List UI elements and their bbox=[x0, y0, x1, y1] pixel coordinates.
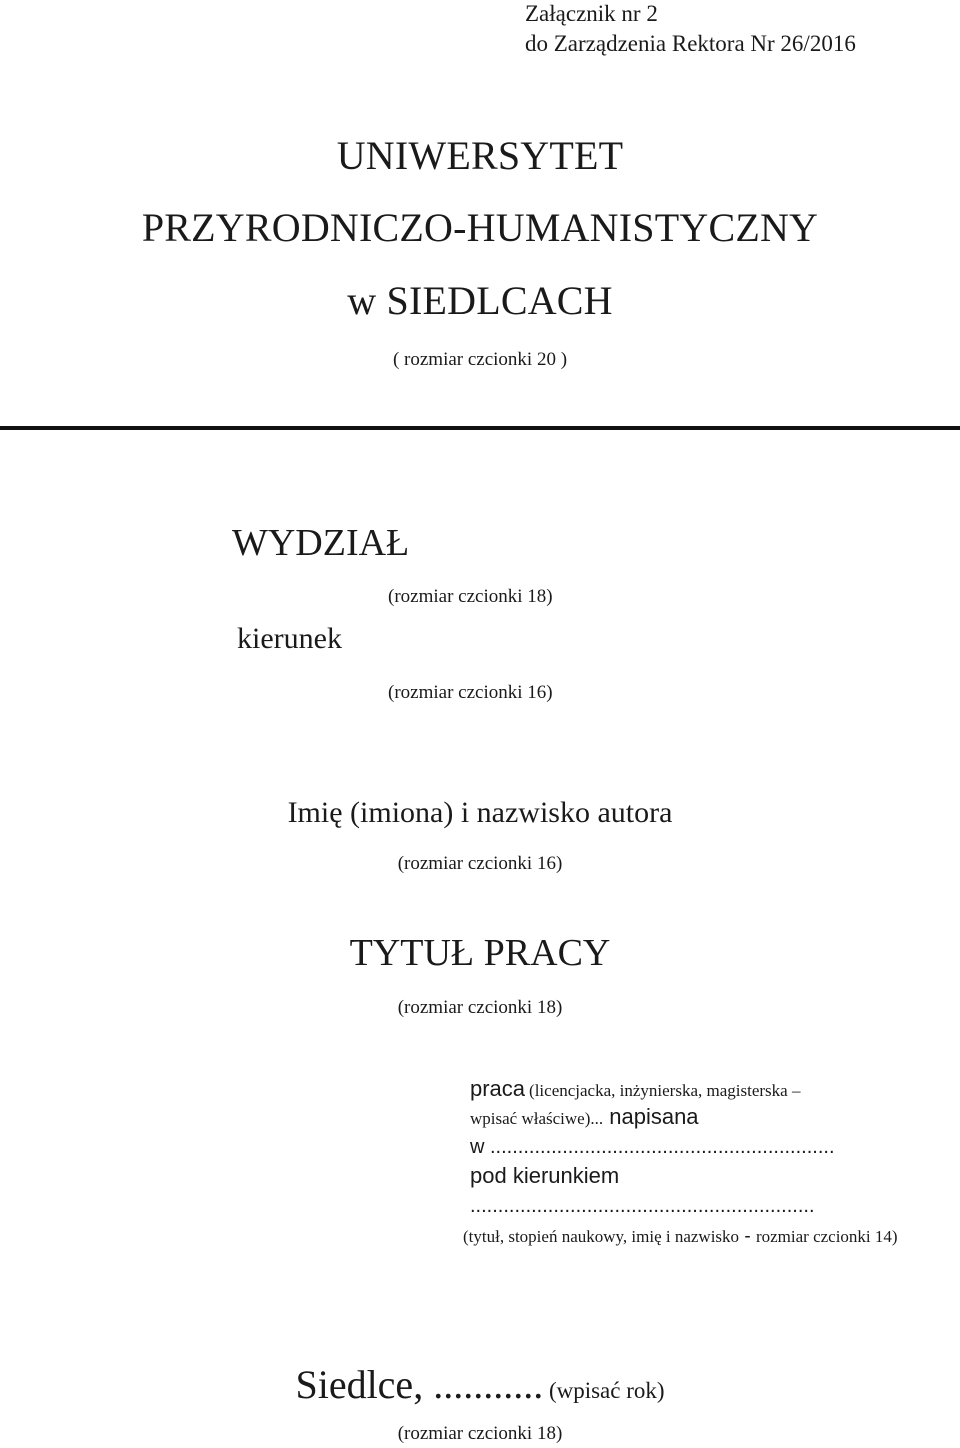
author-name-label: Imię (imiona) i nazwisko autora bbox=[287, 796, 673, 829]
field-of-study-label: kierunek bbox=[237, 622, 342, 655]
supervisor-label: pod kierunkiem bbox=[470, 1163, 620, 1188]
field-font-note: (rozmiar czcionki 16) bbox=[388, 682, 553, 703]
annex-line-1: Załącznik nr 2 bbox=[525, 1, 658, 26]
supervisor-note bbox=[463, 1227, 898, 1246]
thesis-title: TYTUŁ PRACY bbox=[349, 932, 611, 974]
thesis-type-line bbox=[470, 1078, 800, 1100]
university-name-line-3: w SIEDLCACH bbox=[347, 278, 613, 323]
annex-line-2: do Zarządzenia Rektora Nr 26/2016 bbox=[525, 31, 856, 56]
thesis-type-note-2: wpisać właściwe)... bbox=[470, 1109, 604, 1128]
city-name: Siedlce, ........... bbox=[295, 1362, 544, 1407]
place-and-year-line bbox=[0, 1362, 960, 1407]
thesis-title-font-note: (rozmiar czcionki 18) bbox=[397, 997, 563, 1018]
napisana-word: napisana bbox=[603, 1104, 699, 1129]
author-font-note: (rozmiar czcionki 16) bbox=[397, 853, 563, 874]
written-at-line: w .............................................................. bbox=[470, 1136, 835, 1158]
praca-word: praca bbox=[470, 1076, 526, 1101]
faculty-font-note: (rozmiar czcionki 18) bbox=[388, 586, 553, 607]
faculty-label: WYDZIAŁ bbox=[232, 522, 410, 564]
university-font-note: ( rozmiar czcionki 20 ) bbox=[392, 349, 568, 370]
year-note: (wpisać rok) bbox=[543, 1378, 665, 1403]
university-name-line-2: PRZYRODNICZO-HUMANISTYCZNY bbox=[141, 205, 819, 250]
footer-font-note: (rozmiar czcionki 18) bbox=[397, 1423, 563, 1444]
thesis-type-line-2 bbox=[470, 1106, 699, 1128]
university-name-line-1: UNIWERSYTET bbox=[336, 133, 624, 178]
thesis-type-note: (licencjacka, inżynierska, magisterska – bbox=[529, 1081, 801, 1100]
horizontal-divider bbox=[0, 426, 960, 430]
supervisor-note-dash: - bbox=[739, 1226, 756, 1247]
supervisor-note-text: (tytuł, stopień naukowy, imię i nazwisko bbox=[463, 1227, 740, 1246]
supervisor-dots: .............................................................. bbox=[470, 1195, 815, 1217]
supervisor-note-font: rozmiar czcionki 14) bbox=[755, 1227, 898, 1246]
